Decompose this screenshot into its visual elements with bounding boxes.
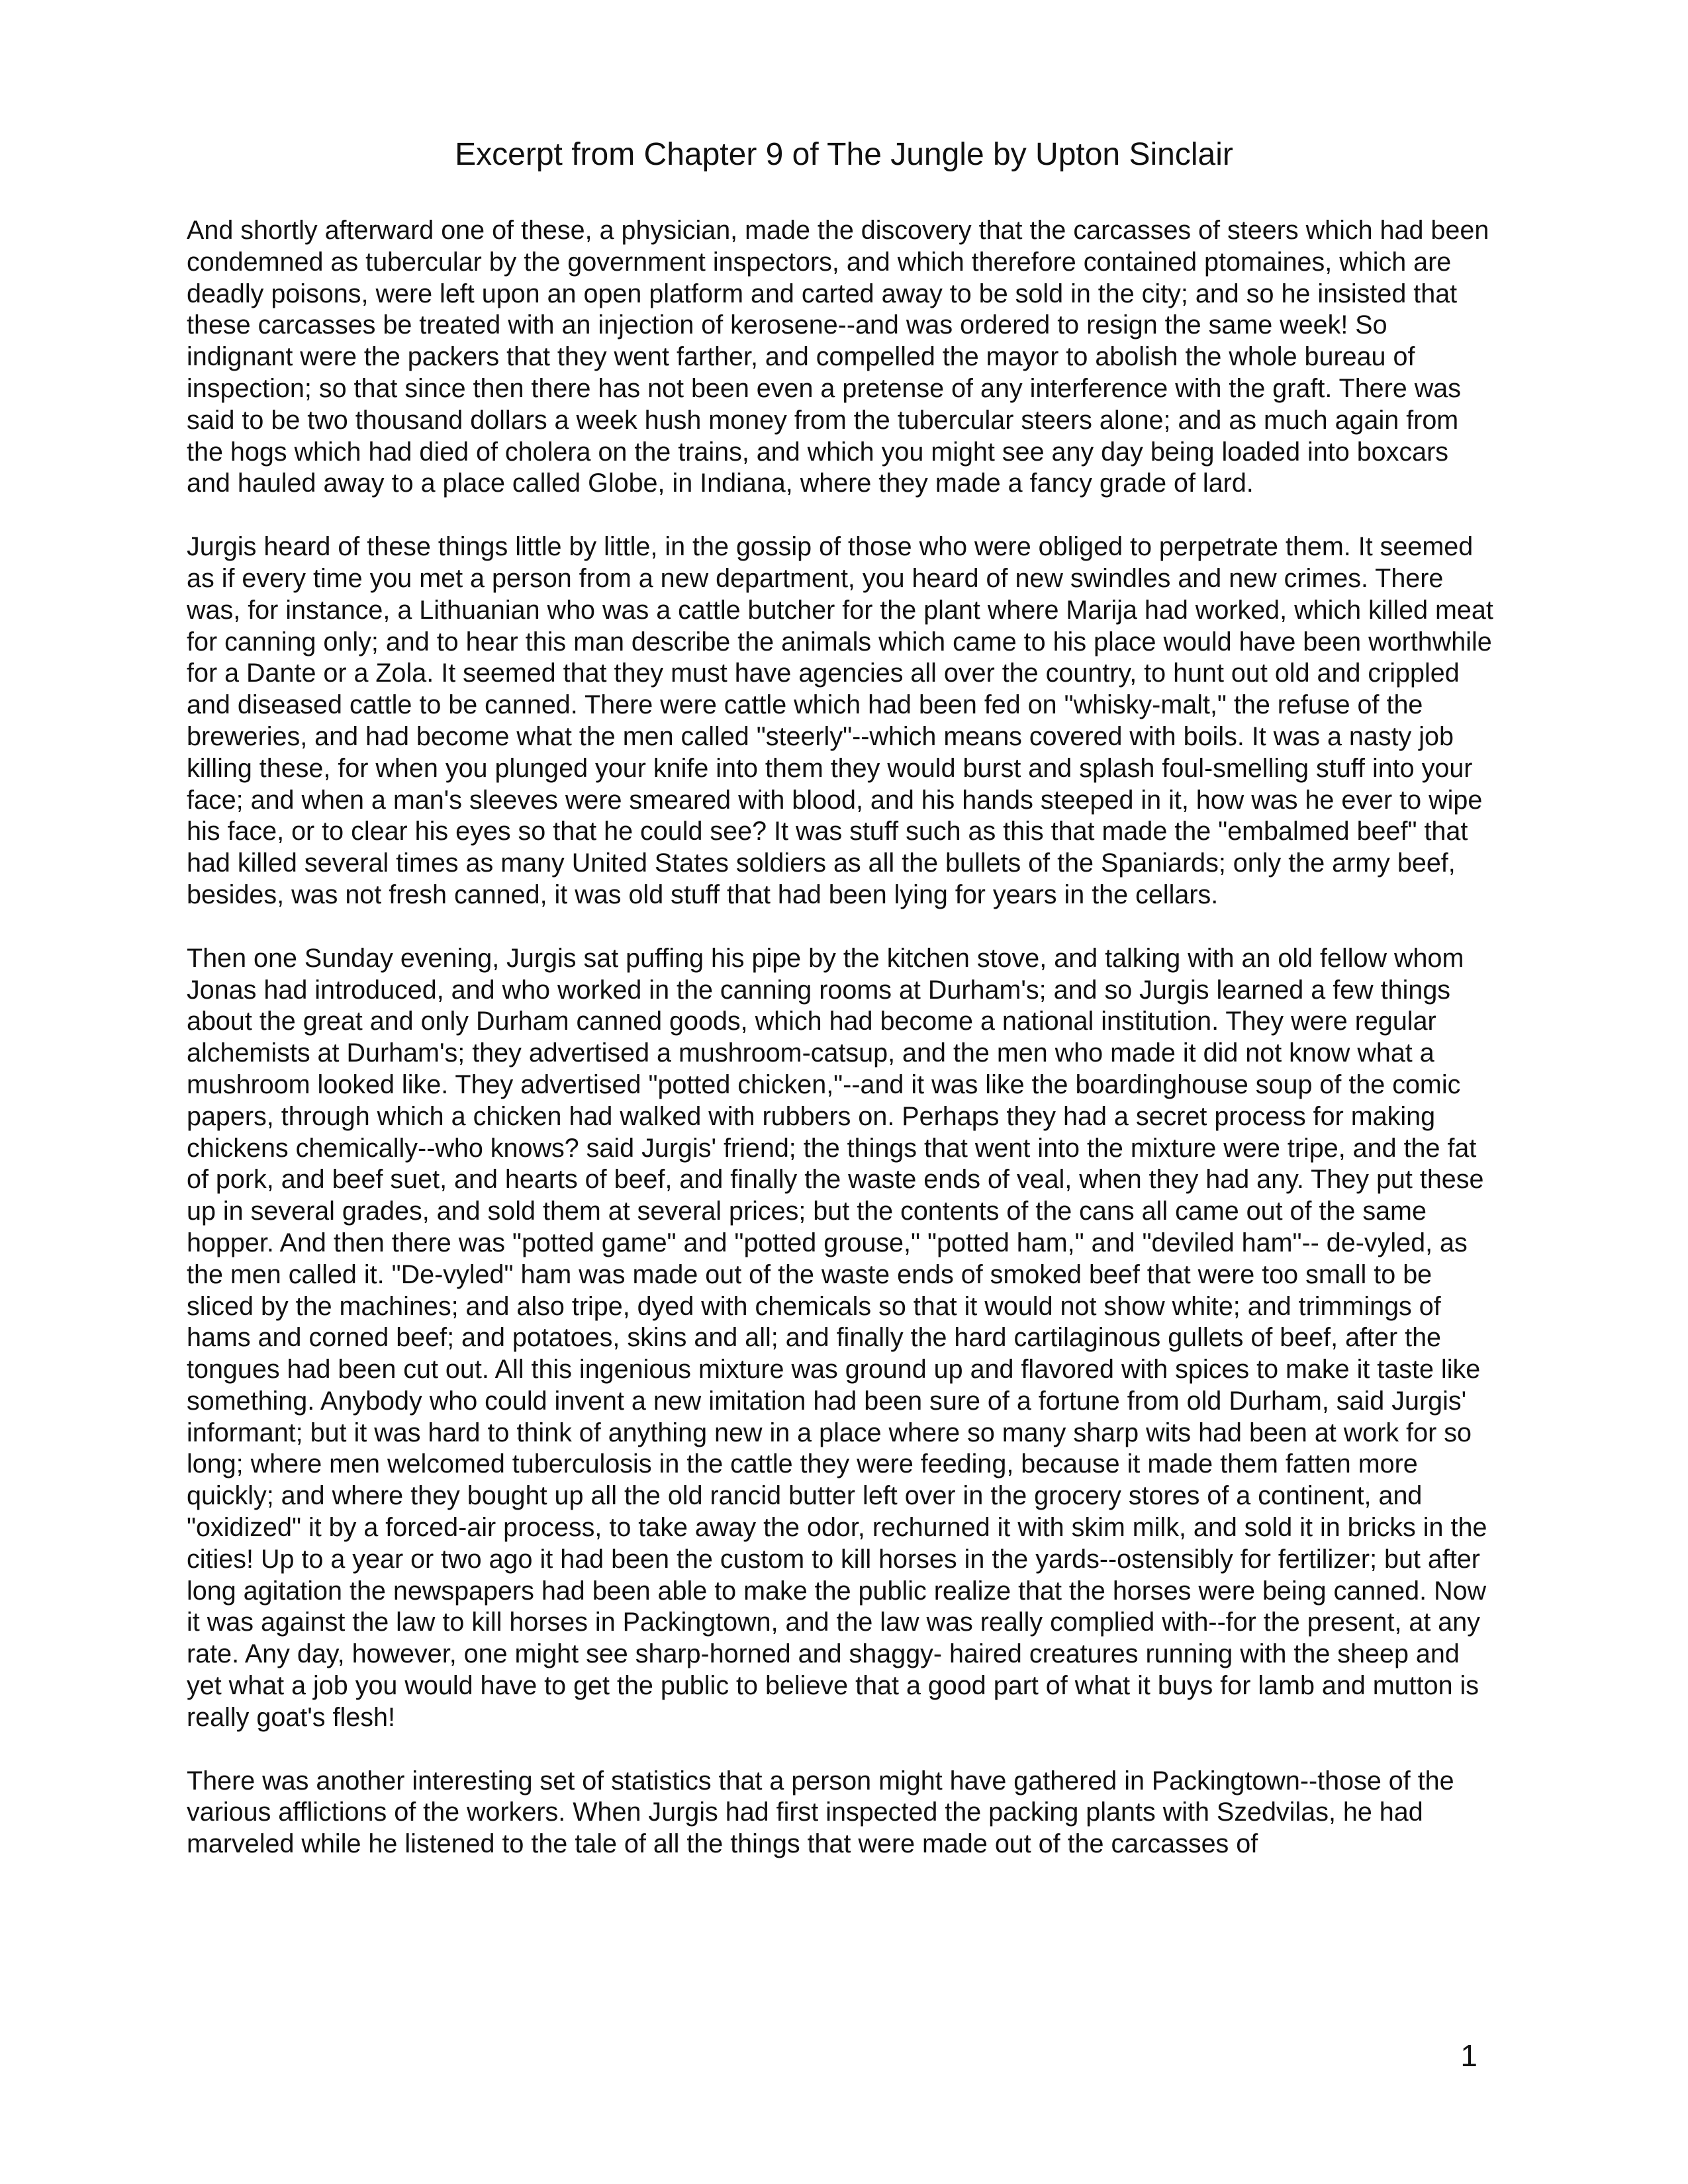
page-number: 1	[1460, 2038, 1477, 2073]
paragraph-3: Then one Sunday evening, Jurgis sat puffing his pipe by the kitchen stove, and talking with an old fellow whom Jonas had introduced, and who worked in the canning rooms at Durham's; and so Jurgis learned a few things about the great and only Durham canned goods, which had become a national institution. They were regular alchemists at Durham's; they advertised a mushroom-catsup, and the men who made it did not know what a mushroom looked like. They advertised "potted chicken,"--and it was like the boardinghouse soup of the comic papers, through which a chicken had walked with rubbers on. Perhaps they had a secret process for making chickens chemically--who knows? said Jurgis' friend; the things that went into the mixture were tripe, and the fat of pork, and beef suet, and hearts of beef, and finally the waste ends of veal, when they had any. They put these up in several grades, and sold them at several prices; but the contents of the cans all came out of the same hopper. And then there was "potted game" and "potted grouse," "potted ham," and "deviled ham"-- de-vyled, as the men called it. "De-vyled" ham was made out of the waste ends of smoked beef that were too small to be sliced by the machines; and also tripe, dyed with chemicals so that it would not show white; and trimmings of hams and corned beef; and potatoes, skins and all; and finally the hard cartilaginous gullets of beef, after the tongues had been cut out. All this ingenious mixture was ground up and flavored with spices to make it taste like something. Anybody who could invent a new imitation had been sure of a fortune from old Durham, said Jurgis' informant; but it was hard to think of anything new in a place where so many sharp wits had been at work for so long; where men welcomed tuberculosis in the cattle they were feeding, because it made them fatten more quickly; and where they bought up all the old rancid butter left over in the grocery stores of a continent, and "oxidized" it by a forced-air process, to take away the odor, rechurned it with skim milk, and sold it in bricks in the cities! Up to a year or two ago it had been the custom to kill horses in the yards--ostensibly for fertilizer; but after long agitation the newspapers had been able to make the public realize that the horses were being canned. Now it was against the law to kill horses in Packingtown, and the law was really complied with--for the present, at any rate. Any day, however, one might see sharp-horned and shaggy- haired creatures running with the sheep and yet what a job you would have to get the public to believe that a good part of what it buys for lamb and mutton is really goat's flesh!	[187, 943, 1487, 1732]
paragraph-4: There was another interesting set of statistics that a person might have gathered in Packingtown--those of the various afflictions of the workers. When Jurgis had first inspected the packing plants with Szedvilas, he had marveled while he listened to the tale of all the things that were made out of the carcasses of	[187, 1766, 1454, 1859]
document-body	[187, 215, 1497, 1892]
document-title: Excerpt from Chapter 9 of The Jungle by Upton Sinclair	[455, 137, 1233, 172]
paragraph-1: And shortly afterward one of these, a physician, made the discovery that the carcasses of steers which had been condemned as tubercular by the government inspectors, and which therefore contained ptomaines, which are deadly poisons, were left upon an open platform and carted away to be sold in the city; and so he insisted that these carcasses be treated with an injection of kerosene--and was ordered to resign the same week! So indignant were the packers that they went farther, and compelled the mayor to abolish the whole bureau of inspection; so that since then there has not been even a pretense of any interference with the graft. There was said to be two thousand dollars a week hush money from the tubercular steers alone; and as much again from the hogs which had died of cholera on the trains, and which you might see any day being loaded into boxcars and hauled away to a place called Globe, in Indiana, where they made a fancy grade of lard.	[187, 216, 1489, 498]
paragraph-2: Jurgis heard of these things little by little, in the gossip of those who were obliged to perpetrate them. It seemed as if every time you met a person from a new department, you heard of new swindles and new crimes. There was, for instance, a Lithuanian who was a cattle butcher for the plant where Marija had worked, which killed meat for canning only; and to hear this man describe the animals which came to his place would have been worthwhile for a Dante or a Zola. It seemed that they must have agencies all over the country, to hunt out old and crippled and diseased cattle to be canned. There were cattle which had been fed on "whisky-malt," the refuse of the breweries, and had become what the men called "steerly"--which means covered with boils. It was a nasty job killing these, for when you plunged your knife into them they would burst and splash foul-smelling stuff into your face; and when a man's sleeves were smeared with blood, and his hands steeped in it, how was he ever to wipe his face, or to clear his eyes so that he could see? It was stuff such as this that made the "embalmed beef" that had killed several times as many United States soldiers as all the bullets of the Spaniards; only the army beef, besides, was not fresh canned, it was old stuff that had been lying for years in the cellars.	[187, 532, 1493, 909]
